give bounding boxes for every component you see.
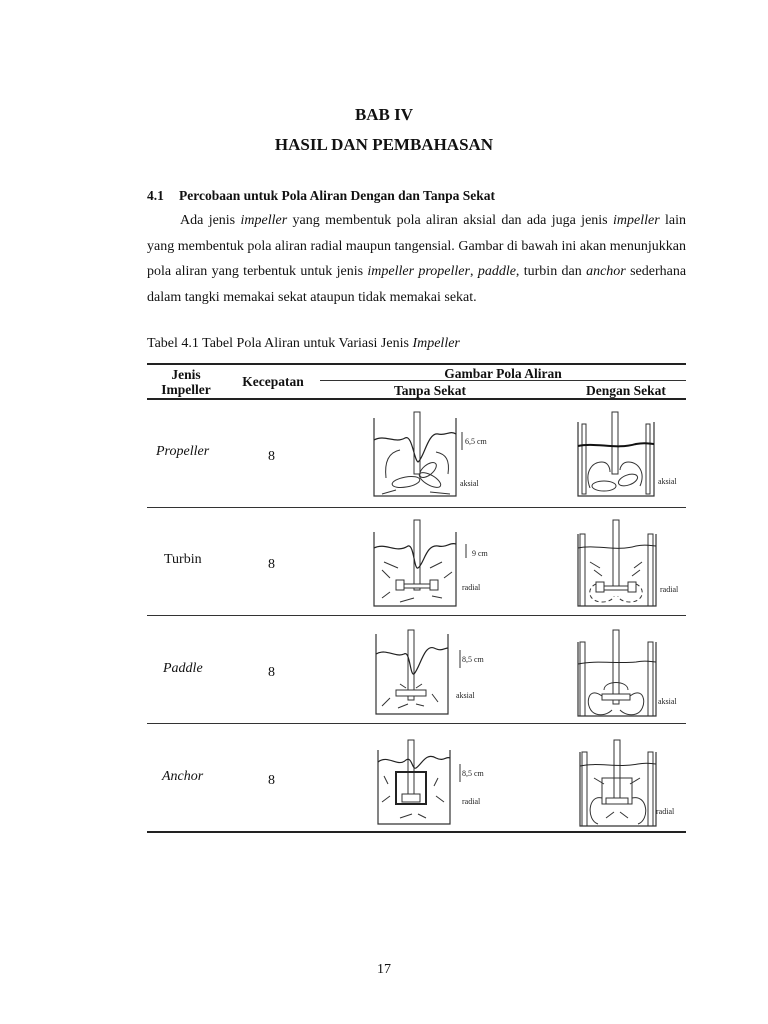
section-number: 4.1 bbox=[147, 188, 164, 203]
flow-label: radial bbox=[462, 583, 481, 592]
header-jenis-line2: Impeller bbox=[161, 382, 211, 397]
italic-term: paddle bbox=[477, 264, 516, 279]
row-divider bbox=[147, 615, 686, 616]
row-anchor-kecepatan: 8 bbox=[268, 773, 275, 788]
caption-text: Tabel 4.1 Tabel Pola Aliran untuk Variasi Jenis bbox=[147, 336, 413, 351]
anchor-baffle-diagram bbox=[578, 738, 688, 830]
height-label: 8,5 cm bbox=[462, 769, 484, 778]
flow-label: aksial bbox=[658, 477, 677, 486]
row-propeller-jenis: Propeller bbox=[156, 444, 210, 459]
row-turbin-kecepatan: 8 bbox=[268, 557, 275, 572]
italic-term: anchor bbox=[586, 264, 626, 279]
propeller-no-baffle-diagram bbox=[370, 410, 500, 502]
propeller-baffle-diagram bbox=[576, 410, 686, 502]
paragraph-segment: sederhana dalam tangki memakai sekat ataupun tidak memakai sekat. bbox=[147, 264, 687, 305]
row-propeller-kecepatan: 8 bbox=[268, 449, 275, 464]
italic-term: propeller bbox=[418, 264, 470, 279]
row-anchor-jenis: Anchor bbox=[162, 769, 204, 784]
flow-label: radial bbox=[462, 797, 481, 806]
paragraph-text bbox=[147, 208, 686, 310]
header-tanpa-sekat: Tanpa Sekat bbox=[394, 383, 466, 398]
flow-label: aksial bbox=[460, 479, 479, 488]
table-caption bbox=[147, 336, 460, 352]
body-paragraph bbox=[147, 208, 686, 310]
italic-term: impeller bbox=[613, 213, 660, 228]
row-paddle-kecepatan: 8 bbox=[268, 665, 275, 680]
height-label: 9 cm bbox=[472, 549, 488, 558]
section-title: Percobaan untuk Pola Aliran Dengan dan Tanpa Sekat bbox=[179, 188, 495, 203]
table-bottom-rule bbox=[147, 831, 686, 833]
caption-italic: Impeller bbox=[412, 336, 460, 351]
flow-label: aksial bbox=[456, 691, 475, 700]
turbin-no-baffle-diagram bbox=[370, 518, 500, 610]
paddle-baffle-diagram bbox=[576, 628, 686, 720]
header-bottom-rule bbox=[147, 398, 686, 400]
row-divider bbox=[147, 723, 686, 724]
flow-label: radial bbox=[660, 585, 679, 594]
chapter-number: BAB IV bbox=[354, 105, 414, 124]
paddle-no-baffle-diagram bbox=[372, 628, 502, 720]
flow-label: radial bbox=[656, 807, 675, 816]
table-top-rule bbox=[147, 363, 686, 365]
italic-term: impeller bbox=[240, 213, 288, 228]
flow-label: aksial bbox=[658, 697, 677, 706]
section-heading bbox=[147, 188, 495, 204]
row-turbin-jenis: Turbin bbox=[164, 552, 202, 567]
italic-term: impeller bbox=[367, 264, 415, 279]
paragraph-segment: , bbox=[469, 264, 478, 279]
header-kecepatan: Kecepatan bbox=[242, 374, 304, 389]
header-jenis bbox=[147, 367, 225, 397]
height-label: 8,5 cm bbox=[462, 655, 484, 664]
turbin-baffle-diagram bbox=[576, 518, 686, 610]
paragraph-segment: yang membentuk pola aliran aksial dan ada juga jenis bbox=[287, 213, 613, 228]
row-paddle-jenis: Paddle bbox=[163, 661, 203, 676]
header-gambar: Gambar Pola Aliran bbox=[444, 366, 562, 381]
header-dengan-sekat: Dengan Sekat bbox=[586, 383, 666, 398]
anchor-no-baffle-diagram bbox=[374, 738, 504, 830]
paragraph-segment: , turbin dan bbox=[515, 264, 587, 279]
paragraph-segment: lain yang membentuk pola aliran radial maupun tangensial. Gambar di bawah ini akan menunjukkan pola aliran yang terbentuk untuk jenis bbox=[147, 213, 687, 279]
page-number: 17 bbox=[377, 962, 391, 977]
row-divider bbox=[147, 507, 686, 508]
height-label: 6,5 cm bbox=[465, 437, 487, 446]
chapter-title: HASIL DAN PEMBAHASAN bbox=[274, 135, 494, 154]
header-jenis-line1: Jenis bbox=[171, 367, 201, 382]
paragraph-segment: Ada jenis bbox=[180, 213, 241, 228]
